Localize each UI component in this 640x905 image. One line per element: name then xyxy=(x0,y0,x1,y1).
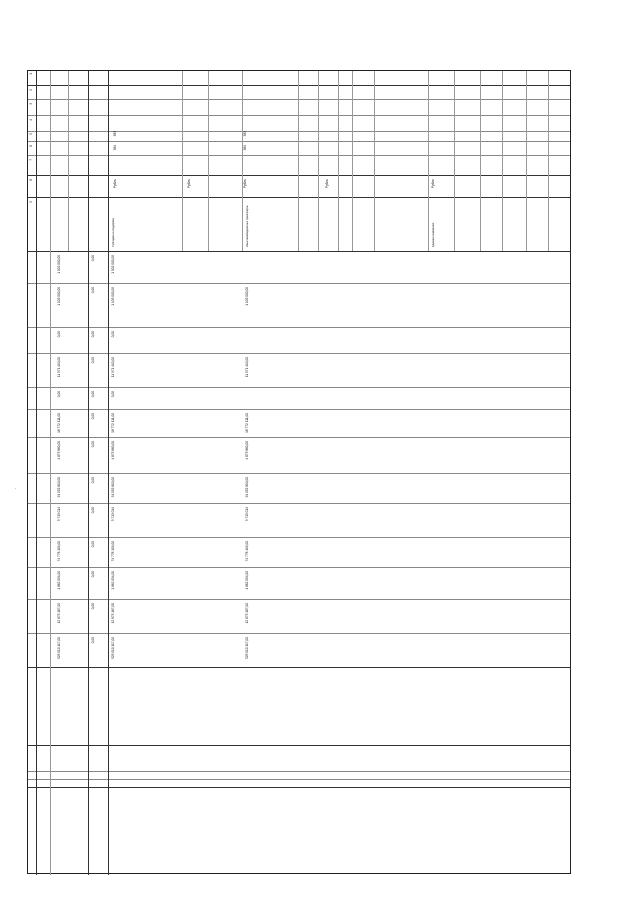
row-share: 0,00 xyxy=(91,603,95,610)
row-total: 12 873 167,00 xyxy=(245,603,249,624)
col-number: 8 xyxy=(29,179,33,181)
row-total: 74 778 109,00 xyxy=(245,541,249,562)
table-rule xyxy=(28,99,570,100)
row-amount: 12 873 167,00 xyxy=(57,603,61,624)
table-rule xyxy=(28,387,570,388)
row-total: 1 862 054,00 xyxy=(111,571,115,590)
row-amount: 4 873 860,00 xyxy=(57,441,61,460)
row-amount: 525 010 117,00 xyxy=(57,637,61,659)
table-rule xyxy=(28,283,570,284)
table-rule xyxy=(28,409,570,410)
table-rule xyxy=(374,71,375,251)
col-number: 9 xyxy=(29,201,33,203)
row-share: 0,00 xyxy=(91,391,95,398)
row-share: 0,00 xyxy=(91,477,95,484)
row-share: 0,00 xyxy=(91,255,95,262)
table-rule xyxy=(338,71,339,251)
row-amount: 11 971 410,00 xyxy=(57,357,61,378)
table-rule xyxy=(298,71,299,251)
table-rule xyxy=(28,175,570,176)
header-note: Иные межбюджетные трансферты xyxy=(246,205,249,247)
row-total: 12 873 167,00 xyxy=(111,603,115,624)
table-rule xyxy=(28,197,570,198)
row-amount: 1 862 054,00 xyxy=(57,571,61,590)
row-share: 0,00 xyxy=(91,413,95,420)
row-total: 3 713 014 xyxy=(111,507,115,522)
col-number: 4 xyxy=(29,119,33,121)
row-share: 0,00 xyxy=(91,637,95,644)
row-total: 4 873 860,00 xyxy=(111,441,115,460)
row-total: 1 105 000,00 xyxy=(245,287,249,306)
row-amount: 18 772 111,00 xyxy=(57,413,61,433)
table-rule xyxy=(526,71,527,251)
table-rule xyxy=(480,71,481,251)
table-rule xyxy=(28,779,570,780)
table-rule xyxy=(28,85,570,86)
table-rule xyxy=(28,567,570,568)
table-rule xyxy=(108,71,109,875)
table-rule xyxy=(28,473,570,474)
row-share: 0,00 xyxy=(91,507,95,514)
table-rule xyxy=(28,537,570,538)
row-share: 0,00 xyxy=(91,441,95,448)
row-total: 3 713 014 xyxy=(245,507,249,522)
row-total: 525 010 117,00 xyxy=(111,637,115,659)
table-rule xyxy=(28,771,570,772)
code-value: 383 xyxy=(113,131,117,137)
unit-label: Рубль xyxy=(325,179,329,188)
row-total: 1 105 000,00 xyxy=(111,287,115,306)
row-amount: 74 778 109,00 xyxy=(57,541,61,562)
table-rule xyxy=(428,71,429,251)
row-total: 0,00 xyxy=(111,391,115,398)
table-rule xyxy=(68,71,69,251)
row-amount: 0,00 xyxy=(57,391,61,398)
row-total: 11 971 410,00 xyxy=(245,357,249,378)
row-amount: 1 002 000,00 xyxy=(57,255,61,274)
table-rule xyxy=(28,131,570,132)
page-marker: · xyxy=(15,486,17,492)
table-rule xyxy=(548,71,549,251)
row-total: 91 052 810,00 xyxy=(245,477,249,498)
table-rule xyxy=(28,599,570,600)
table-rule xyxy=(28,437,570,438)
table-rule xyxy=(28,141,570,142)
col-number: 7 xyxy=(29,159,33,161)
table-rule xyxy=(28,353,570,354)
table-rule xyxy=(36,71,37,875)
row-share: 0,00 xyxy=(91,287,95,294)
unit-label: Рубль xyxy=(113,179,117,188)
col-number: 3 xyxy=(29,103,33,105)
row-amount: 3 713 014 xyxy=(57,507,61,522)
table-rule xyxy=(28,633,570,634)
header-note: Единица измерения xyxy=(432,222,435,247)
row-total: 18 772 111,00 xyxy=(245,413,249,433)
unit-label: Рубль xyxy=(431,179,435,188)
table-rule xyxy=(28,745,570,746)
table-rule xyxy=(28,155,570,156)
row-share: 0,00 xyxy=(91,571,95,578)
header-note: Субсидии на поддержку xyxy=(112,217,115,247)
row-amount: 0,00 xyxy=(57,331,61,338)
row-amount: 1 105 000,00 xyxy=(57,287,61,306)
row-total: 1 862 054,00 xyxy=(245,571,249,590)
row-total: 525 010 117,00 xyxy=(245,637,249,659)
row-amount: 91 052 810,00 xyxy=(57,477,61,498)
col-number: 6 xyxy=(29,145,33,147)
row-total: 18 772 111,00 xyxy=(111,413,115,433)
table-rule xyxy=(454,71,455,251)
table-rule xyxy=(28,503,570,504)
col-number: 1 xyxy=(29,73,33,75)
row-total: 74 778 109,00 xyxy=(111,541,115,562)
table-rule xyxy=(28,251,570,252)
table-rule xyxy=(352,71,353,251)
row-total: 91 052 810,00 xyxy=(111,477,115,498)
row-total: 1 002 000,00 xyxy=(111,255,115,274)
row-total: 0,00 xyxy=(111,331,115,338)
code-value: 384 xyxy=(113,145,117,151)
table-rule xyxy=(182,71,183,251)
col-number: 2 xyxy=(29,89,33,91)
row-share: 0,00 xyxy=(91,541,95,548)
row-share: 0,00 xyxy=(91,331,95,338)
unit-label: Рубль xyxy=(187,179,191,188)
rotated-table xyxy=(27,70,571,874)
row-share: 0,00 xyxy=(91,357,95,364)
table-rule xyxy=(28,787,570,788)
table-rule xyxy=(28,327,570,328)
table-rule xyxy=(208,71,209,251)
table-rule xyxy=(318,71,319,251)
table-rule xyxy=(242,71,243,251)
table-rule xyxy=(28,667,570,668)
table-rule xyxy=(502,71,503,251)
table-rule xyxy=(88,71,89,875)
table-rule xyxy=(28,115,570,116)
row-total: 11 971 410,00 xyxy=(111,357,115,378)
col-number: 5 xyxy=(29,133,33,135)
unit-label: Рубль xyxy=(243,179,247,188)
code-value: 383 xyxy=(243,131,247,137)
row-total: 4 873 860,00 xyxy=(245,441,249,460)
code-value: 384 xyxy=(243,145,247,151)
table-rule xyxy=(50,71,51,875)
